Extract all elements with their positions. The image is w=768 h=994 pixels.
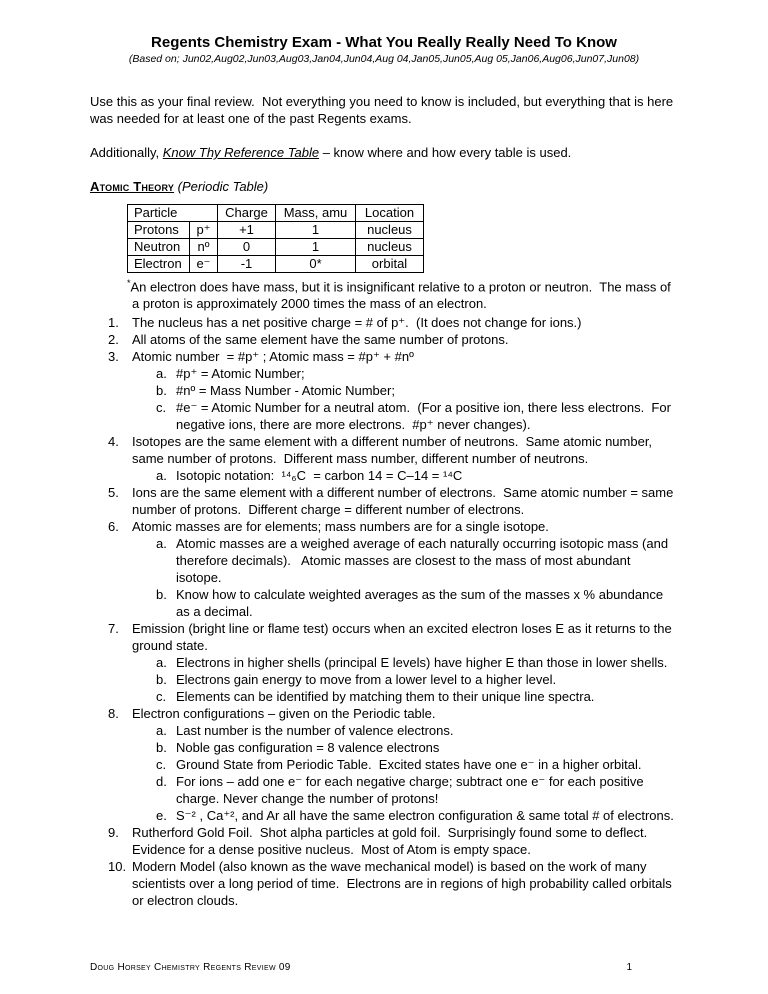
list-subitem-letter: a. [156,655,167,671]
table-row [128,256,424,273]
list-subitem-letter: a. [156,366,167,382]
intro-paragraph: Use this as your final review. Not everything you need to know is included, but everything that is here was needed for at least one of the past Regents exams. [90,94,677,126]
list-subitem-letter: c. [156,757,167,773]
footnote-text: An electron does have mass, but it is insignificant relative to a proton or neutron. The mass of a proton is approximately 2000 times the mass of an electron. [130,279,675,312]
list-item [90,518,678,535]
list-subitem-text: S⁻² , Ca⁺², and Ar all have the same electron configuration & same total # of electrons. [176,808,674,824]
reference-note-emphasis: Know Thy Reference Table [162,145,320,160]
list-item-number: 9. [108,825,119,841]
list-subitem [90,535,678,586]
list-subitem [90,382,678,399]
list-item-text: All atoms of the same element have the same number of protons. [132,332,509,348]
list-subitem-text: Know how to calculate weighted averages as the sum of the masses x % abundance as a decimal. [176,587,667,620]
table-footnote [90,275,678,312]
table-row [128,239,424,256]
list-subitem-text: Ground State from Periodic Table. Excited states have one e⁻ in a higher orbital. [176,757,642,773]
list-subitem-letter: a. [156,468,167,484]
reference-table-note [90,144,678,161]
list-subitem [90,722,678,739]
particle-location: nucleus [356,222,424,239]
list-subitem-letter: d. [156,774,167,790]
column-header-particle: Particle [128,205,218,222]
list-item [90,824,678,858]
list-item [90,705,678,722]
list-subitem-text: Electrons gain energy to move from a lower level to a higher level. [176,672,557,688]
list-subitem-letter: a. [156,536,167,552]
list-item-text: Atomic number = #p⁺ ; Atomic mass = #p⁺ + #nº [132,349,414,365]
list-item [90,331,678,348]
footer-author-text: Doug Horsey Chemistry Regents Review 09 [90,962,291,973]
particle-mass: 1 [276,222,356,239]
list-subitem [90,671,678,688]
page-number: 1 [626,962,632,973]
list-item-text: Modern Model (also known as the wave mechanical model) is based on the work of many scientists over a long period of time. Electrons are in regions of high probability called orbitals or electron clouds. [132,859,676,909]
list-subitem-text: #e⁻ = Atomic Number for a neutral atom. (For a positive ion, there less electrons. For negative ions, there are more electrons. #p⁺ never changes). [176,400,675,433]
section-heading-title: Atomic Theory [90,179,175,194]
particle-name: Protons [128,222,190,239]
list-subitem [90,654,678,671]
particle-charge: +1 [218,222,276,239]
list-item-number: 3. [108,349,119,365]
list-item-text: Ions are the same element with a different number of electrons. Same atomic number = same number of protons. Different charge = different number of electrons. [132,485,677,518]
list-subitem-text: For ions – add one e⁻ for each negative charge; subtract one e⁻ for each positive charge. Never change the number of protons! [176,774,648,807]
particle-charge: 0 [218,239,276,256]
list-subitem [90,756,678,773]
list-subitem-text: Last number is the number of valence electrons. [176,723,454,739]
list-subitem-text: Isotopic notation: ¹⁴₆C = carbon 14 = C–14 = ¹⁴C [176,468,463,484]
list-item-number: 5. [108,485,119,501]
list-item-number: 1. [108,315,119,331]
list-item [90,433,678,467]
list-subitem-letter: b. [156,383,167,399]
particle-charge: -1 [218,256,276,273]
column-header-location: Location [356,205,424,222]
list-item-number: 6. [108,519,119,535]
particle-symbol: p⁺ [190,222,218,239]
page-title: Regents Chemistry Exam - What You Really Really Need To Know [151,34,617,51]
footnote-marker: * [127,278,131,288]
particle-mass: 1 [276,239,356,256]
list-item [90,858,678,909]
document-header [90,34,678,66]
reference-note-suffix: – know where and how every table is used. [319,145,572,160]
particle-symbol: nº [190,239,218,256]
list-item-text: Rutherford Gold Foil. Shot alpha particles at gold foil. Surprisingly found some to deflect. Evidence for a dense positive nucleus. Most of Atom is empty space. [132,825,659,858]
list-item [90,314,678,331]
particle-name: Neutron [128,239,190,256]
list-item [90,620,678,654]
list-subitem-text: Noble gas configuration = 8 valence electrons [176,740,440,756]
list-subitem [90,467,678,484]
particle-table-header-row [128,205,424,222]
particle-location: nucleus [356,239,424,256]
list-subitem-letter: c. [156,400,167,416]
list-subitem-text: Elements can be identified by matching them to their unique line spectra. [176,689,595,705]
list-item-text: Electron configurations – given on the Periodic table. [132,706,436,722]
list-subitem-text: Atomic masses are a weighed average of each naturally occurring isotopic mass (and therefore decimals). Atomic masses are closest to the mass of most abundant isotope. [176,536,672,586]
list-subitem-letter: e. [156,808,167,824]
list-subitem-text: #p⁺ = Atomic Number; [176,366,305,382]
list-subitem [90,688,678,705]
particle-symbol: e⁻ [190,256,218,273]
list-subitem-text: Electrons in higher shells (principal E levels) have higher E than those in lower shells. [176,655,668,671]
column-header-charge: Charge [218,205,276,222]
list-item-number: 7. [108,621,119,637]
list-item [90,484,678,518]
table-row [128,222,424,239]
list-item-text: Emission (bright line or flame test) occurs when an excited electron loses E as it returns to the ground state. [132,621,676,654]
section-heading [90,178,678,195]
list-item-text: Atomic masses are for elements; mass numbers are for a single isotope. [132,519,549,535]
section-heading-note: (Periodic Table) [174,179,269,194]
list-item-number: 4. [108,434,119,450]
list-item-number: 8. [108,706,119,722]
list-subitem [90,586,678,620]
list-subitem-letter: b. [156,672,167,688]
list-subitem [90,807,678,824]
list-subitem [90,365,678,382]
list-item-number: 10. [108,859,127,875]
list-item-text: The nucleus has a net positive charge = # of p⁺. (It does not change for ions.) [132,315,582,331]
list-subitem-letter: c. [156,689,167,705]
particle-mass: 0* [276,256,356,273]
list-subitem-letter: b. [156,740,167,756]
particle-location: orbital [356,256,424,273]
list-item [90,348,678,365]
particle-name: Electron [128,256,190,273]
page-subtitle: (Based on; Jun02,Aug02,Jun03,Aug03,Jan04,Jun04,Aug 04,Jan05,Jun05,Aug 05,Jan06,Aug06,Jun07,Jun08) [128,53,640,65]
list-subitem [90,739,678,756]
column-header-mass: Mass, amu [276,205,356,222]
list-subitem-text: #nº = Mass Number - Atomic Number; [176,383,395,399]
list-subitem [90,399,678,433]
list-item-number: 2. [108,332,119,348]
list-subitem-letter: a. [156,723,167,739]
list-subitem-letter: b. [156,587,167,603]
particle-table [127,204,424,273]
reference-note-prefix: Additionally, [90,145,163,160]
list-subitem [90,773,678,807]
numbered-list [90,314,678,909]
list-item-text: Isotopes are the same element with a different number of neutrons. Same atomic number, same number of protons. Different mass number, different number of neutrons. [132,434,656,467]
page-footer [90,962,678,974]
